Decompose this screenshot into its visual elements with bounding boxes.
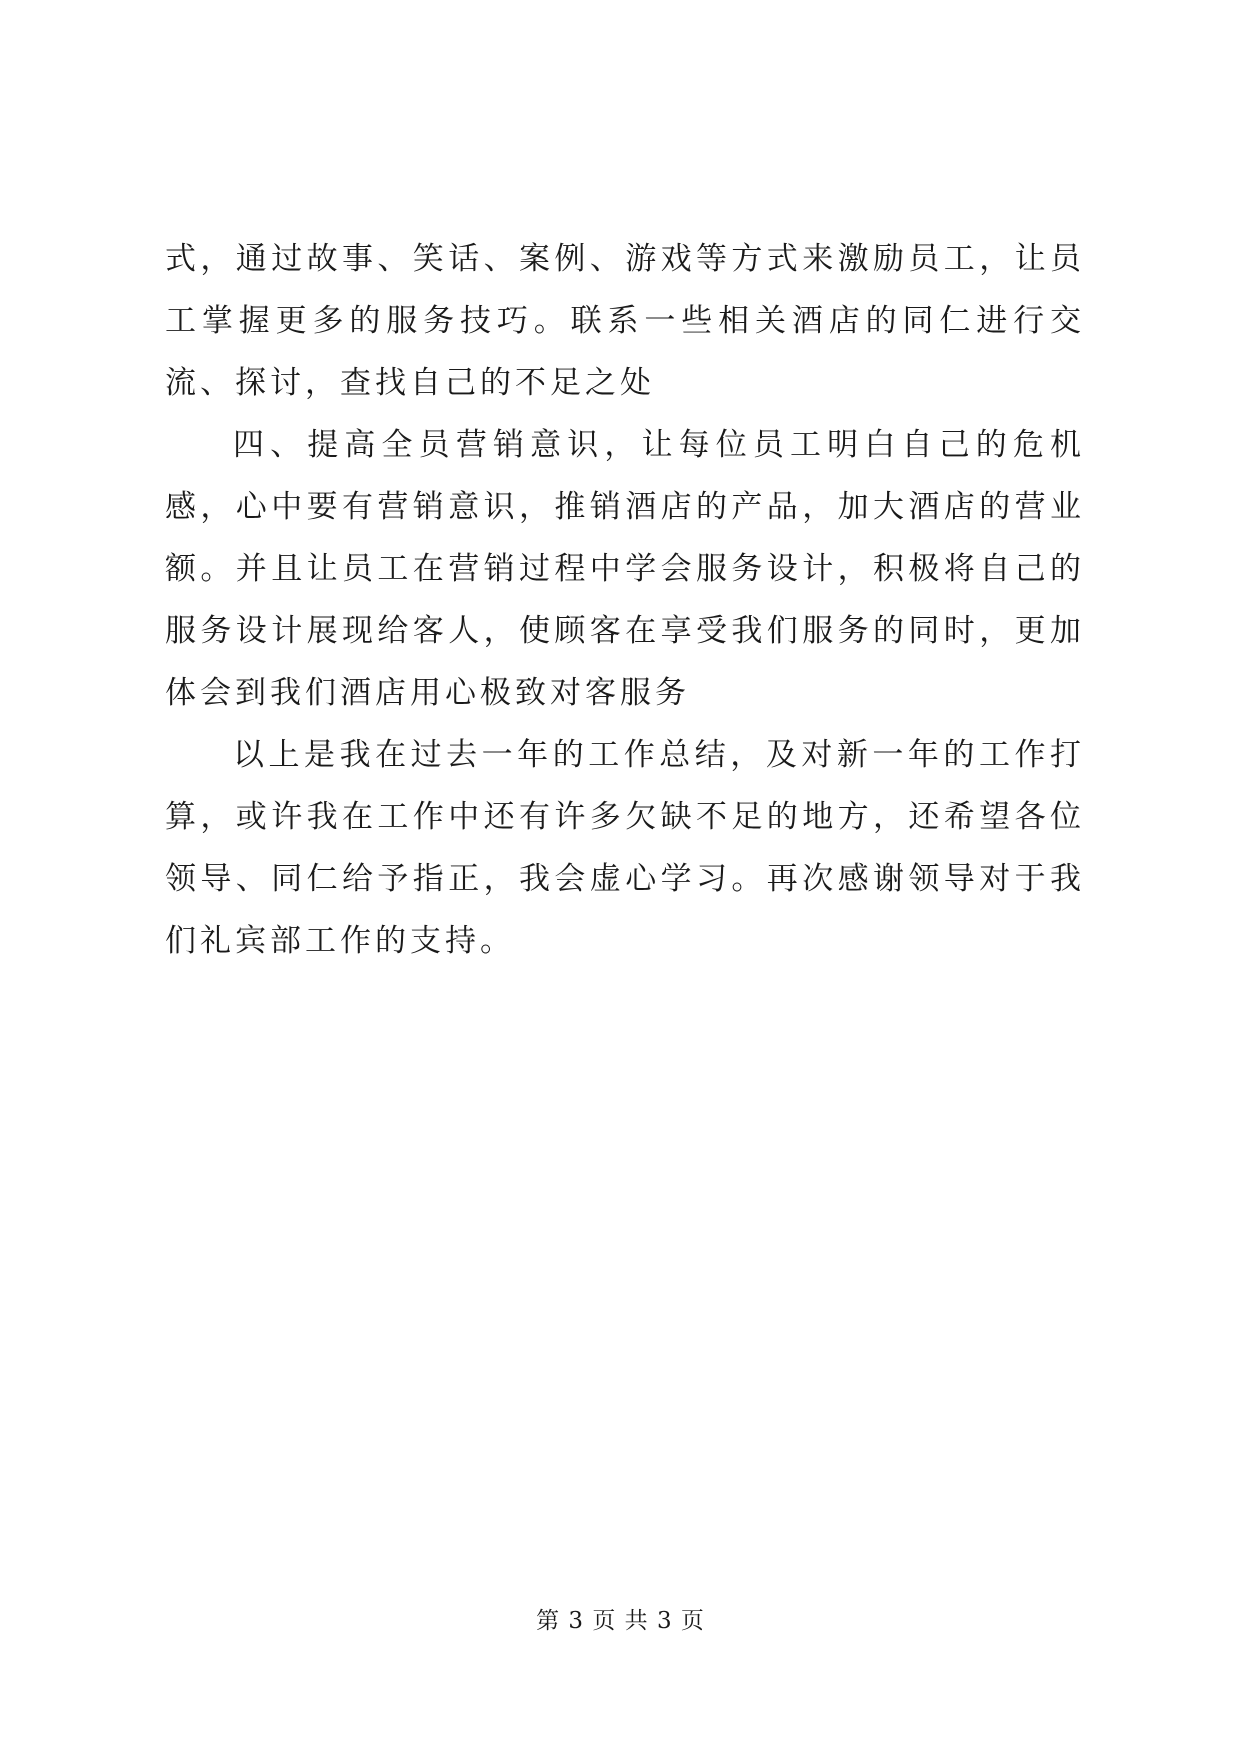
page-number-footer: 第 3 页 共 3 页 <box>536 1608 705 1634</box>
paragraph-conclusion: 以上是我在过去一年的工作总结，及对新一年的工作打算，或许我在工作中还有许多欠缺不足的地方，还希望各位领导、同仁给予指正，我会虚心学习。再次感谢领导对于我们礼宾部工作的支持。 <box>165 737 1085 959</box>
document-body <box>165 228 1085 972</box>
paragraph-continuation: 式，通过故事、笑话、案例、游戏等方式来激励员工，让员工掌握更多的服务技巧。联系一些相关酒店的同仁进行交流、探讨，查找自己的不足之处 <box>165 241 1085 401</box>
paragraph-marketing-awareness: 四、提高全员营销意识，让每位员工明白自己的危机感，心中要有营销意识，推销酒店的产品，加大酒店的营业额。并且让员工在营销过程中学会服务设计，积极将自己的服务设计展现给客人，使顾客在享受我们服务的同时，更加体会到我们酒店用心极致对客服务 <box>165 427 1085 711</box>
